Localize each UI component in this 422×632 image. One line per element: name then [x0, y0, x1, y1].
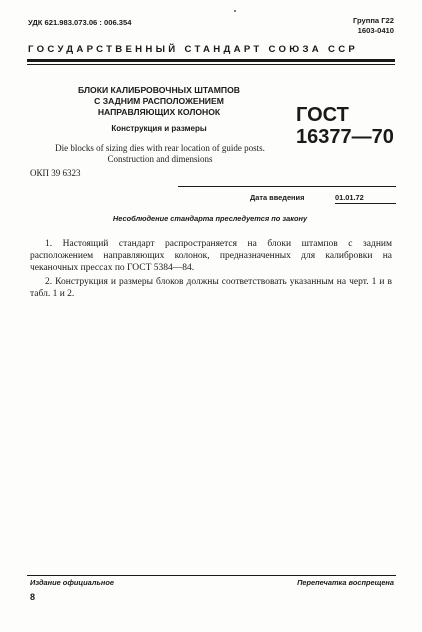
title-line: С ЗАДНИМ РАСПОЛОЖЕНИЕМ: [94, 96, 224, 106]
document-title: [64, 85, 254, 118]
udk-code: УДК 621.983.073.06 : 006.354: [28, 18, 132, 27]
english-title-line: Die blocks of sizing dies with rear location of guide posts.: [55, 143, 265, 153]
header-divider-thin: [27, 64, 395, 65]
header-divider-thick: [27, 59, 395, 62]
legal-notice: Несоблюдение стандарта преследуется по закону: [112, 214, 308, 223]
english-title: [30, 143, 290, 164]
print-speck: [234, 10, 236, 12]
reprint-prohibited-note: Перепечатка воспрещена: [297, 578, 394, 587]
intro-date-label: Дата введения: [250, 193, 305, 202]
title-line: НАПРАВЛЯЮЩИХ КОЛОНОК: [97, 107, 221, 117]
date-divider: [178, 186, 396, 187]
gost-number: 16377—70: [296, 126, 394, 148]
footer-divider: [27, 575, 396, 576]
paragraph: 2. Конструкция и размеры блоков должны соответствовать указанным на черт. 1 и в табл. 1 и 2.: [30, 277, 392, 299]
gost-label: ГОСТ: [296, 104, 349, 126]
okstu-code: 1603-0410: [357, 26, 394, 35]
group-line: Группа Г22: [352, 16, 394, 25]
okp-code: ОКП 39 6323: [30, 168, 81, 178]
paragraph: 1. Настоящий стандарт распространяется на блоки штампов с задним расположением направляющих колонок, предназначенных для калибровки на чеканочных прессах по ГОСТ 5384—84.: [30, 239, 392, 273]
title-line: БЛОКИ КАЛИБРОВОЧНЫХ ШТАМПОВ: [78, 85, 240, 95]
intro-date-value: 01.01.72: [335, 193, 364, 202]
page-number: 8: [30, 592, 36, 602]
date-underline: [335, 203, 396, 204]
organization-heading: ГОСУДАРСТВЕННЫЙ СТАНДАРТ СОЮЗА ССР: [28, 44, 359, 55]
document-subtitle: Конструкция и размеры: [111, 124, 207, 133]
gost-designation: [296, 104, 394, 148]
group-code: [353, 16, 394, 36]
english-title-line: Construction and dimensions: [107, 153, 213, 164]
official-edition-note: Издание официальное: [30, 578, 114, 587]
